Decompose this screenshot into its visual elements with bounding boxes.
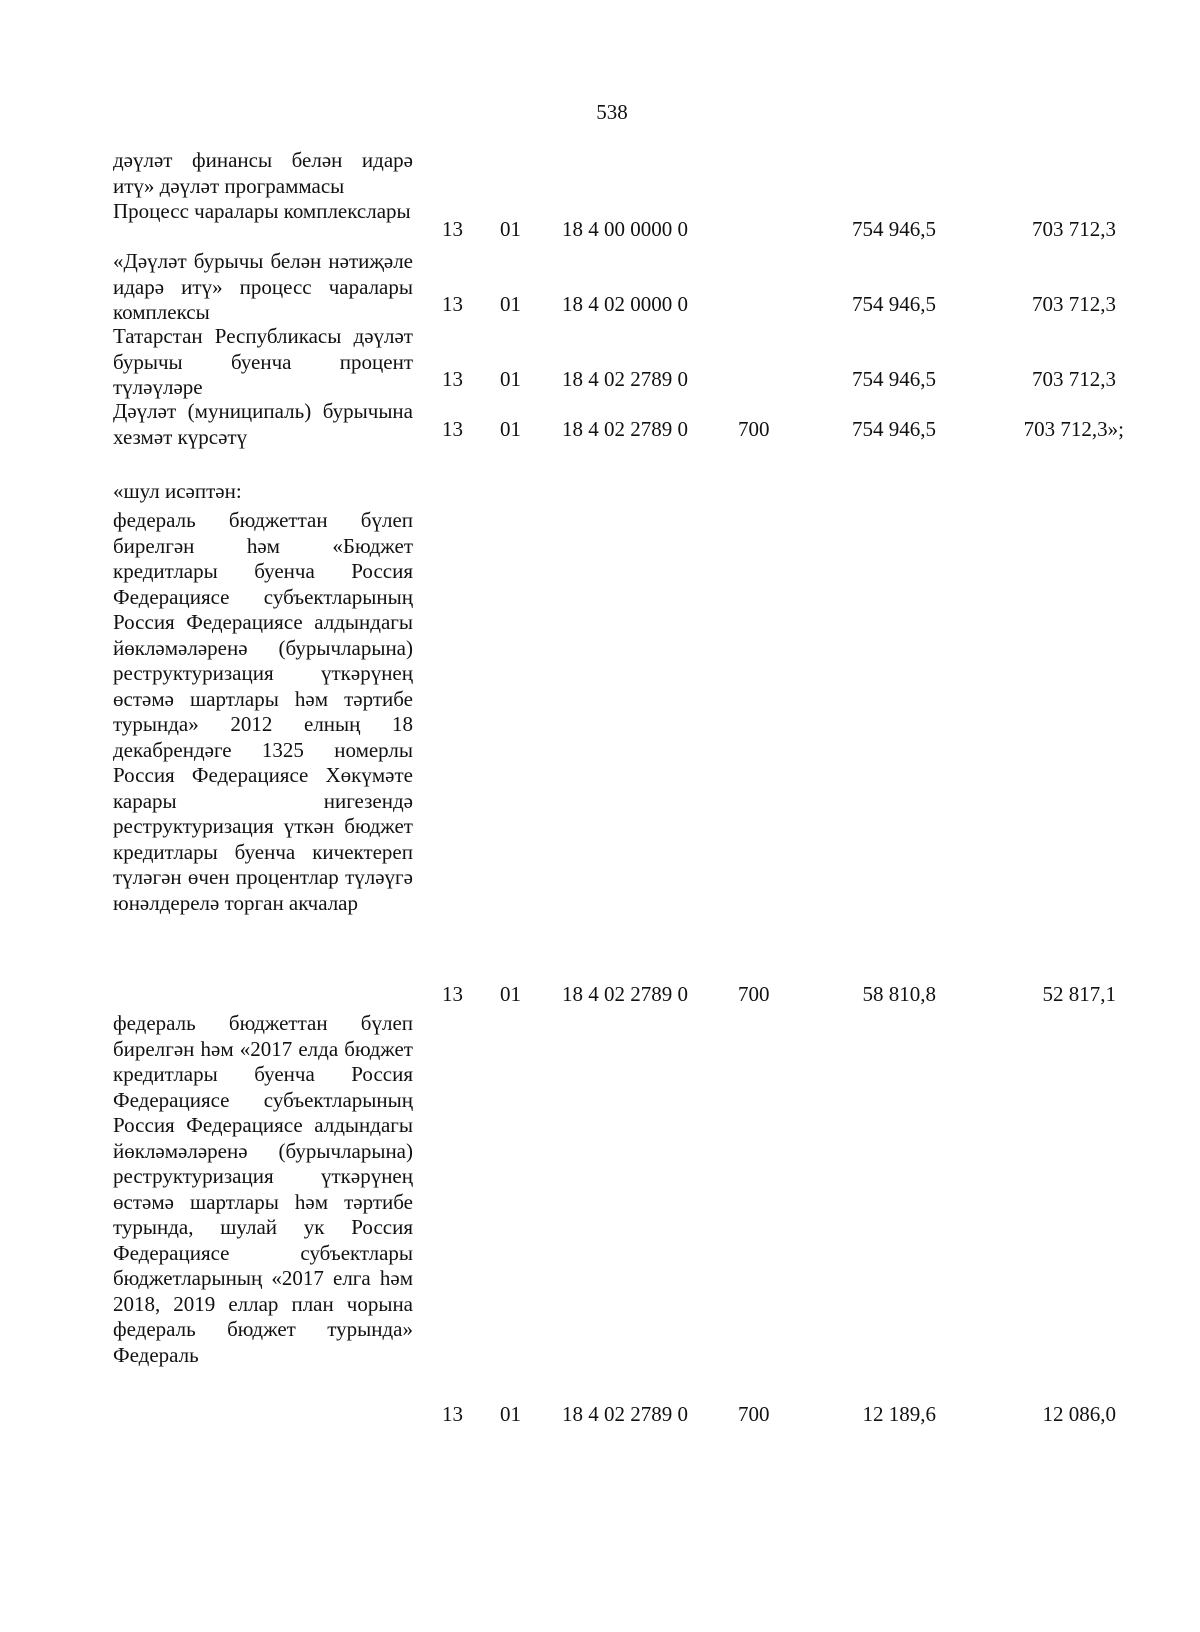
target-article-code: 18 4 00 0000 0: [562, 217, 688, 241]
subsection-code: 01: [500, 417, 521, 441]
expense-type-code: 700: [738, 417, 770, 441]
row-description: федераль бюджеттан бүлеп бирелгән һәм «Бюджет кредитлары буенча Россия Федерациясе субъектларының Россия Федерациясе алдындагы йөкләмәләренә (бурычларына) реструктуризация үткәрүнең өстәмә шартлары һәм тәртибе турында» 2012 елның 18 декабрендәге 1325 номерлы Россия Федерациясе Хөкүмәте карары нигезендә реструктуризация үткән бюджет кредитлары буенча кичектереп түләгән өчен процентлар түләүгә юнәлдерелә торган акчалар: [113, 508, 413, 915]
subsection-code: 01: [500, 367, 521, 391]
amount-year-2: 703 712,3»;: [1023, 417, 1124, 441]
row-description: Процесс чаралары комплекслары: [113, 199, 411, 223]
section-code: 13: [442, 367, 463, 391]
expense-type-code: 700: [738, 982, 770, 1006]
section-code: 13: [442, 1402, 463, 1426]
amount-year-2: 12 086,0: [1042, 1402, 1116, 1426]
amount-year-2: 703 712,3: [1032, 217, 1116, 241]
section-code: 13: [442, 292, 463, 316]
amount-year-2: 703 712,3: [1032, 367, 1116, 391]
subsection-code: 01: [500, 292, 521, 316]
row-description: «Дәүләт бурычы белән нәтиҗәле идарә итү» процесс чаралары комплексы: [113, 249, 413, 324]
subsection-code: 01: [500, 217, 521, 241]
section-code: 13: [442, 982, 463, 1006]
amount-year-1: 754 946,5: [852, 217, 936, 241]
section-code: 13: [442, 217, 463, 241]
target-article-code: 18 4 02 0000 0: [562, 292, 688, 316]
target-article-code: 18 4 02 2789 0: [562, 982, 688, 1006]
page-number: 538: [596, 100, 628, 124]
amount-year-1: 754 946,5: [852, 292, 936, 316]
target-article-code: 18 4 02 2789 0: [562, 367, 688, 391]
row-description: Татарстан Республикасы дәүләт бурычы буенча процент түләүләре: [113, 324, 413, 399]
amount-year-1: 12 189,6: [862, 1402, 936, 1426]
target-article-code: 18 4 02 2789 0: [562, 1402, 688, 1426]
amount-year-1: 58 810,8: [862, 982, 936, 1006]
section-heading: «шул исәптән:: [113, 479, 242, 503]
row-description: Дәүләт (муниципаль) бурычына хезмәт күрсәтү: [113, 399, 413, 449]
target-article-code: 18 4 02 2789 0: [562, 417, 688, 441]
row-description: федераль бюджеттан бүлеп бирелгән һәм «2017 елда бюджет кредитлары буенча Россия Федерациясе субъектларының Россия Федерациясе алдындагы йөкләмәләренә (бурычларына) реструктуризация үткәрүнең өстәмә шартлары һәм тәртибе турында, шулай ук Россия Федерациясе субъектлары бюджетларының «2017 елга һәм 2018, 2019 еллар план чорына федераль бюджет турында» Федераль: [113, 1011, 413, 1367]
amount-year-1: 754 946,5: [852, 367, 936, 391]
amount-year-1: 754 946,5: [852, 417, 936, 441]
subsection-code: 01: [500, 1402, 521, 1426]
program-title-continuation: дәүләт финансы белән идарә итү» дәүләт программасы: [113, 148, 413, 198]
amount-year-2: 703 712,3: [1032, 292, 1116, 316]
section-code: 13: [442, 417, 463, 441]
amount-year-2: 52 817,1: [1042, 982, 1116, 1006]
subsection-code: 01: [500, 982, 521, 1006]
expense-type-code: 700: [738, 1402, 770, 1426]
